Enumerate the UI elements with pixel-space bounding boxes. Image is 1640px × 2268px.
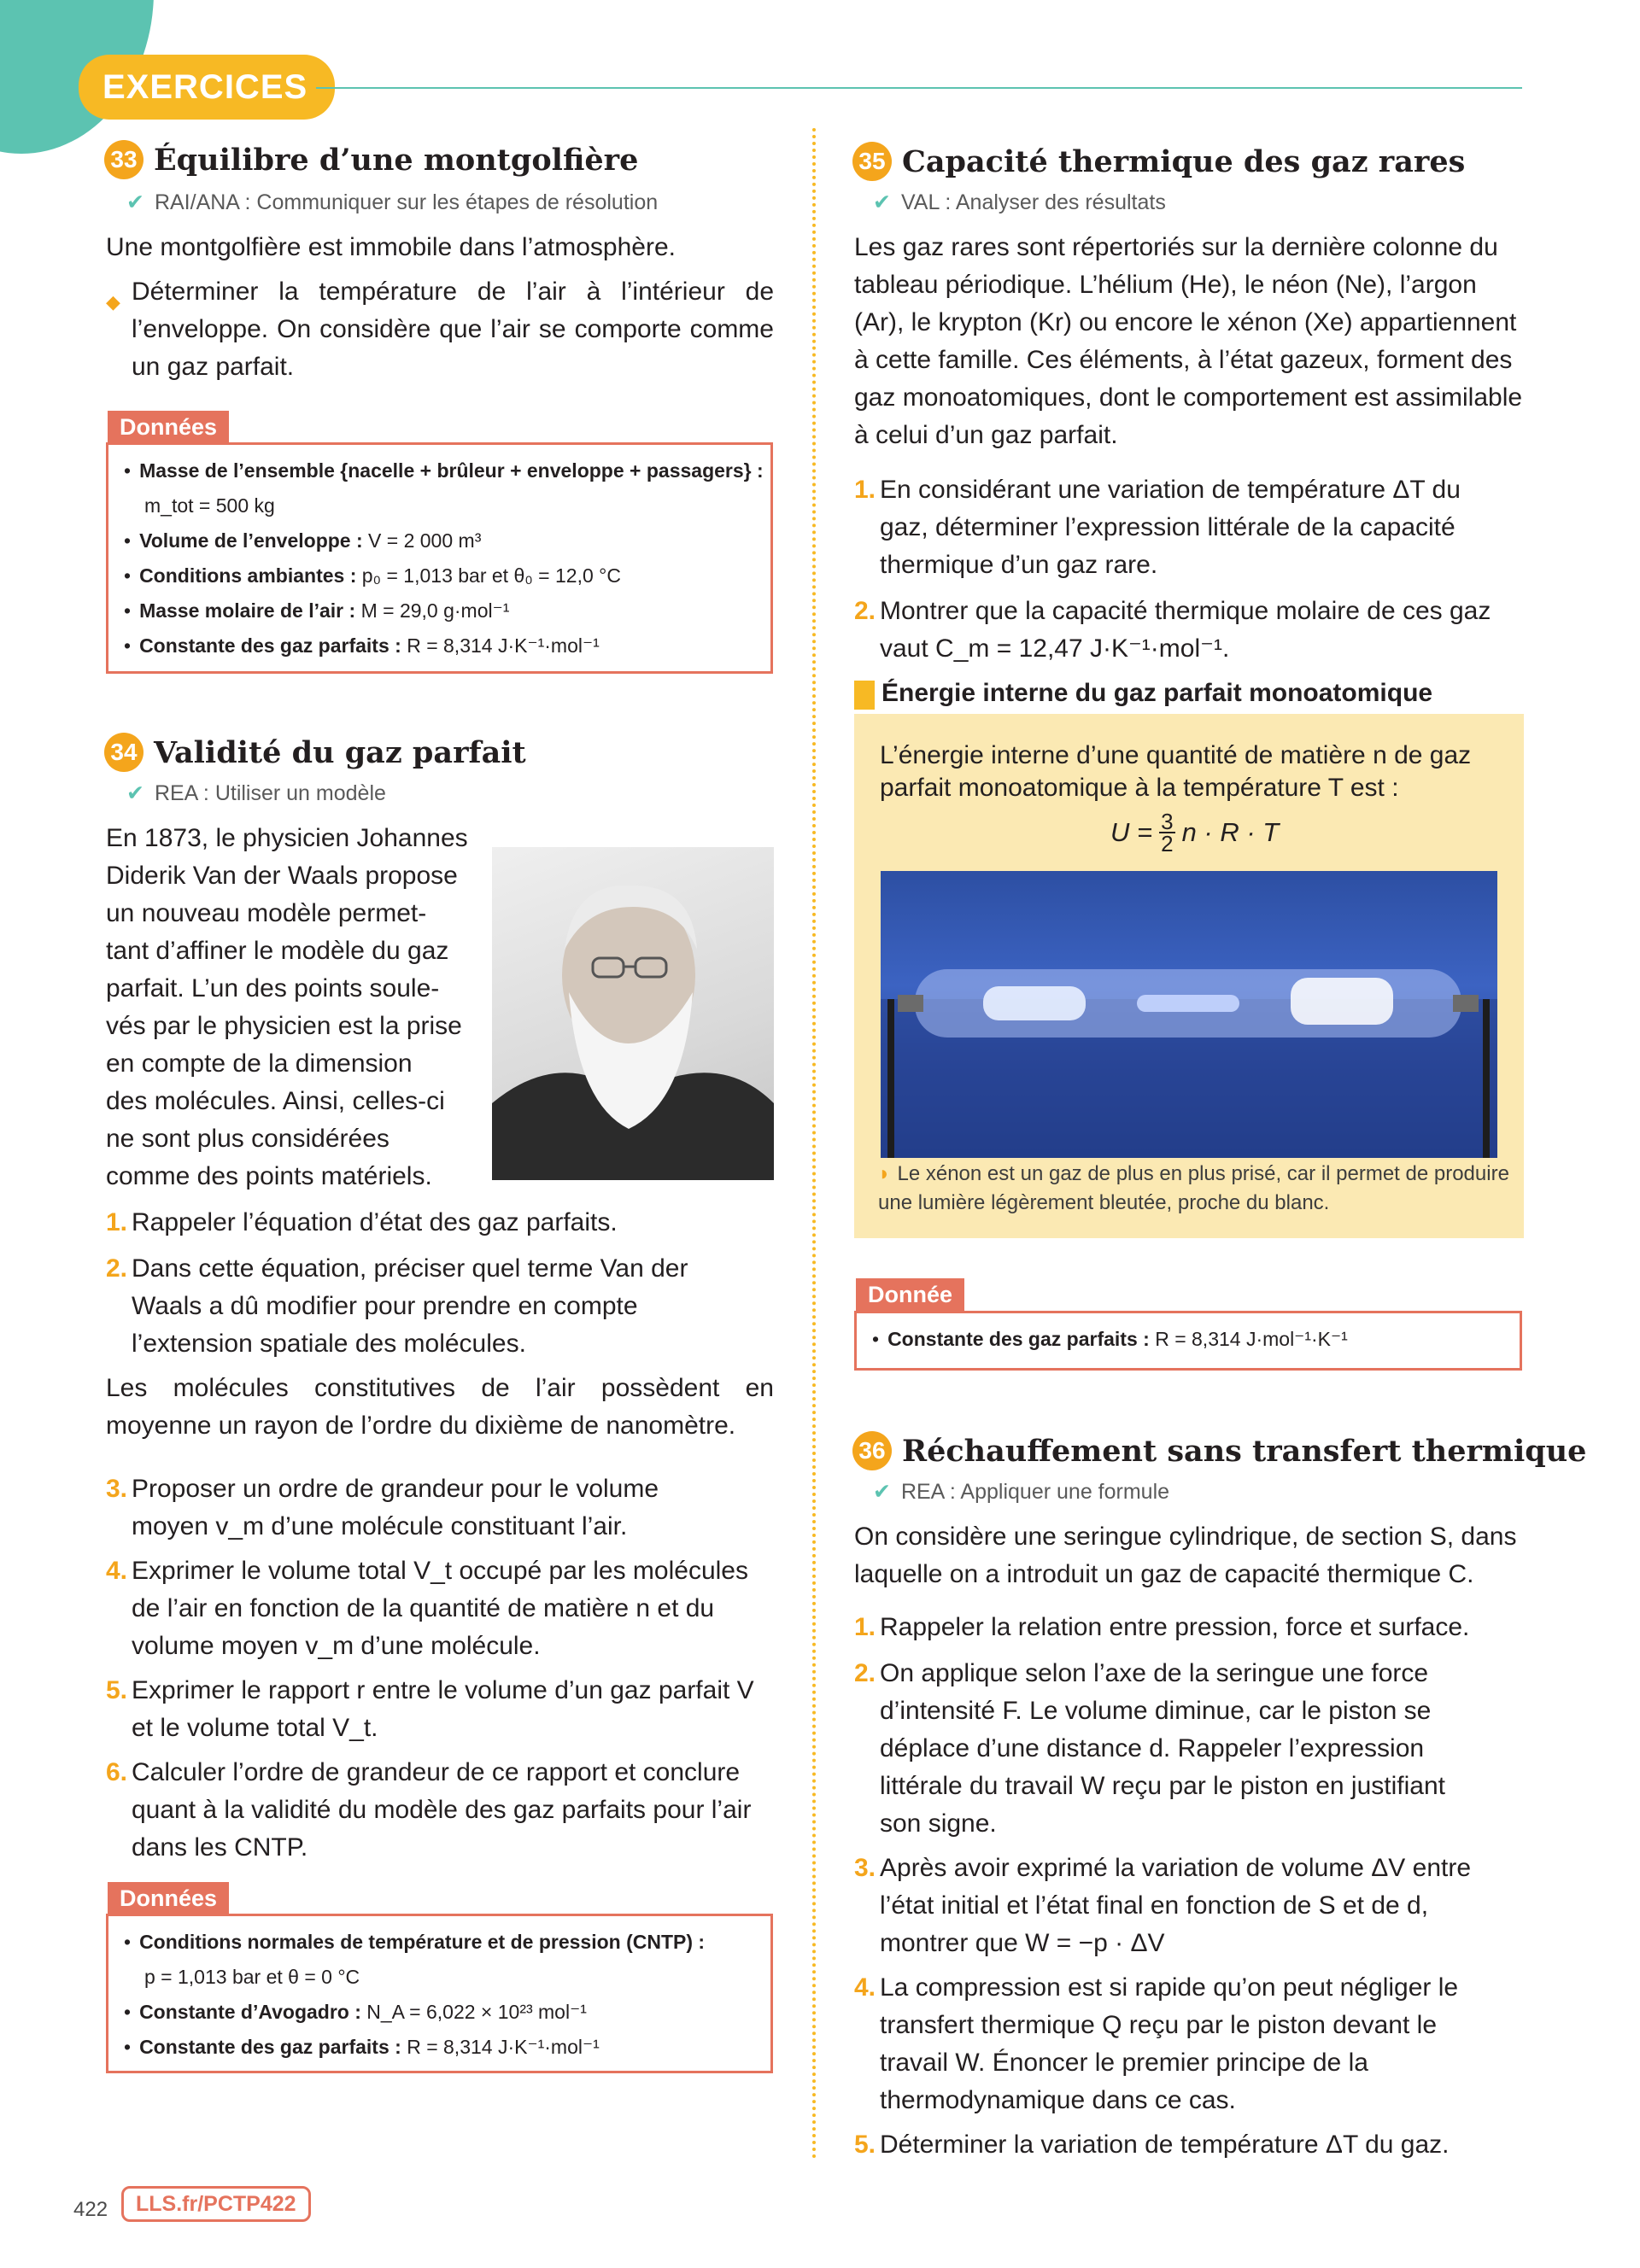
skill-text: REA : Utiliser un modèle <box>154 781 386 805</box>
doc-text: L’énergie interne d’une quantité de matière n de gaz parfait monoatomique à la température T est : <box>880 741 1472 802</box>
exercise-33-header <box>104 140 638 179</box>
question-3: 3. Après avoir exprimé la variation de volume ΔV entre l’état initial et l’état final en fonction de S et de d, montrer que W = −p · ΔV <box>854 1854 1472 1957</box>
data-line: m_tot = 500 kg <box>144 494 275 517</box>
intro-text: On considère une seringue cylindrique, de section S, dans laquelle on a introduit un gaz de capacité thermique C. <box>854 1523 1517 1588</box>
exercise-number-badge: 34 <box>104 733 144 772</box>
doc-title: Énergie interne du gaz parfait monoatomique <box>882 679 1433 707</box>
question-1: 1. En considérant une variation de température ΔT du gaz, déterminer l’expression littérale de la capacité thermique d’un gaz rare. <box>854 476 1461 579</box>
question-6: 6. Calculer l’ordre de grandeur de ce rapport et conclure quant à la validité du modèle des gaz parfaits pour l’air dans les CNTP. <box>106 1758 752 1862</box>
check-icon: ✔ <box>126 781 144 805</box>
header-rule <box>316 87 1522 89</box>
check-icon: ✔ <box>873 1480 891 1504</box>
page-number: 422 <box>73 2198 108 2221</box>
photo-caption: ◗ Le xénon est un gaz de plus en plus prisé, car il permet de produire une lumière légèrement bleutée, proche du blanc. <box>878 1162 1509 1214</box>
companion-link[interactable]: LLS.fr/PCTP422 <box>121 2186 311 2222</box>
question-4: 4. Exprimer le volume total V_t occupé par les molécules de l’air en fonction de la quantité de matière n et du volume moyen v_m d’une molécule. <box>106 1557 748 1660</box>
exercise-35-header <box>852 142 1465 181</box>
question-4: 4. La compression est si rapide qu’on peut négliger le transfert thermique Q reçu par le piston devant le travail W. Énoncer le premier principe de la thermodynamique dans ce cas. <box>854 1973 1459 2114</box>
data-line: • Constante des gaz parfaits : R = 8,314 J·mol⁻¹·K⁻¹ <box>872 1328 1348 1350</box>
formula: U = $\frac{3}{2}$ n · R · T <box>1110 809 1280 856</box>
xenon-lamp-illustration <box>881 871 1497 1158</box>
check-icon: ✔ <box>873 190 891 214</box>
skill-line <box>126 190 658 215</box>
question-1: 1. Rappeler la relation entre pression, force et surface. <box>854 1613 1470 1641</box>
data-line: • Constante d’Avogadro : N_A = 6,022 × 10²³ mol⁻¹ <box>124 2001 587 2023</box>
exercise-34-header <box>104 733 526 772</box>
portrait-illustration <box>492 847 774 1180</box>
middle-text: Les molécules constitutives de l’air possèdent en moyenne un rayon de l’ordre du dixième de nanomètre. <box>106 1374 774 1440</box>
intro-text: Les gaz rares sont répertoriés sur la dernière colonne du tableau périodique. L’hélium (He), le néon (Ne), l’argon (Ar), le krypton (Kr) ou encore le xénon (Xe) appartiennent à cette famille. Ces éléments, à l’état gazeux, forment des gaz monoatomiques, dont le comportement est assimilable à celui d’un gaz parfait. <box>854 233 1523 449</box>
skill-line <box>126 780 386 806</box>
question-3: 3. Proposer un ordre de grandeur pour le volume moyen v_m d’une molécule constituant l’air. <box>106 1475 659 1540</box>
data-line: • Masse de l’ensemble {nacelle + brûleur + enveloppe + passagers} : <box>124 459 764 482</box>
xenon-lamp-photo <box>881 871 1497 1158</box>
skill-line <box>873 1479 1169 1505</box>
section-tab: EXERCICES <box>79 55 335 120</box>
skill-text: RAI/ANA : Communiquer sur les étapes de résolution <box>154 190 659 214</box>
exercise-title: Validité du gaz parfait <box>154 734 526 770</box>
data-label: Données <box>108 1882 229 1914</box>
skill-text: REA : Appliquer une formule <box>900 1480 1170 1504</box>
exercise-number-badge: 35 <box>852 142 892 181</box>
task-label: Déterminer la température de l’air à l’intérieur de l’enveloppe. On considère que l’air se comporte comme un gaz parfait. <box>132 278 774 381</box>
data-box <box>106 442 773 674</box>
data-line: • Volume de l’enveloppe : V = 2 000 m³ <box>124 529 482 552</box>
skill-text: VAL : Analyser des résultats <box>900 190 1166 214</box>
diamond-bullet-icon: ◆ <box>106 291 120 313</box>
exercise-number-badge: 36 <box>852 1431 892 1470</box>
data-box <box>854 1311 1522 1371</box>
question-1: 1. Rappeler l’équation d’état des gaz parfaits. <box>106 1208 618 1236</box>
data-line: • Masse molaire de l’air : M = 29,0 g·mol⁻¹ <box>124 599 510 622</box>
data-label: Données <box>108 411 229 443</box>
intro-text: En 1873, le physicien Johannes Diderik Van der Waals propose un nouveau modèle permet- tant d’affiner le modèle du gaz parfait. L’un des points soule- vés par le physicien est la prise en compte de la dimension des molécules. Ainsi, celles-ci ne sont plus considérées comme des points matériels. <box>106 824 468 1190</box>
portrait-photo <box>492 847 774 1180</box>
question-5: 5. Exprimer le rapport r entre le volume d’un gaz parfait V et le volume total V_t. <box>106 1676 754 1742</box>
caption-arrow-icon: ◗ <box>878 1162 891 1185</box>
exercise-title: Capacité thermique des gaz rares <box>902 143 1466 179</box>
question-2: 2. On applique selon l’axe de la seringue une force d’intensité F. Le volume diminue, car le piston se déplace d’une distance d. Rappeler l’expression littérale du travail W reçu par le piston en justifiant son signe. <box>854 1659 1445 1838</box>
exercise-36-header <box>852 1431 1586 1470</box>
intro-text: Une montgolfière est immobile dans l’atmosphère. <box>106 233 676 261</box>
doc-marker <box>854 681 875 710</box>
exercise-number-badge: 33 <box>104 140 144 179</box>
data-box <box>106 1914 773 2073</box>
check-icon: ✔ <box>126 190 144 214</box>
question-2: 2. Dans cette équation, préciser quel terme Van der Waals a dû modifier pour prendre en compte l’extension spatiale des molécules. <box>106 1254 688 1358</box>
data-line: • Conditions ambiantes : p₀ = 1,013 bar et θ₀ = 12,0 °C <box>124 564 621 587</box>
data-line: • Constante des gaz parfaits : R = 8,314 J·K⁻¹·mol⁻¹ <box>124 634 600 657</box>
data-line: • Conditions normales de température et de pression (CNTP) : <box>124 1931 706 1953</box>
exercise-title: Réchauffement sans transfert thermique <box>902 1433 1587 1469</box>
data-line: • Constante des gaz parfaits : R = 8,314 J·K⁻¹·mol⁻¹ <box>124 2036 600 2058</box>
data-line: p = 1,013 bar et θ = 0 °C <box>144 1966 360 1988</box>
task-text <box>106 273 774 386</box>
skill-line <box>873 190 1166 215</box>
question-2: 2. Montrer que la capacité thermique molaire de ces gaz vaut C_m = 12,47 J·K⁻¹·mol⁻¹. <box>854 597 1491 663</box>
question-5: 5. Déterminer la variation de température ΔT du gaz. <box>854 2131 1450 2159</box>
exercise-title: Équilibre d’une montgolfière <box>154 142 639 178</box>
column-divider <box>812 128 816 2160</box>
data-label: Donnée <box>856 1278 964 1311</box>
